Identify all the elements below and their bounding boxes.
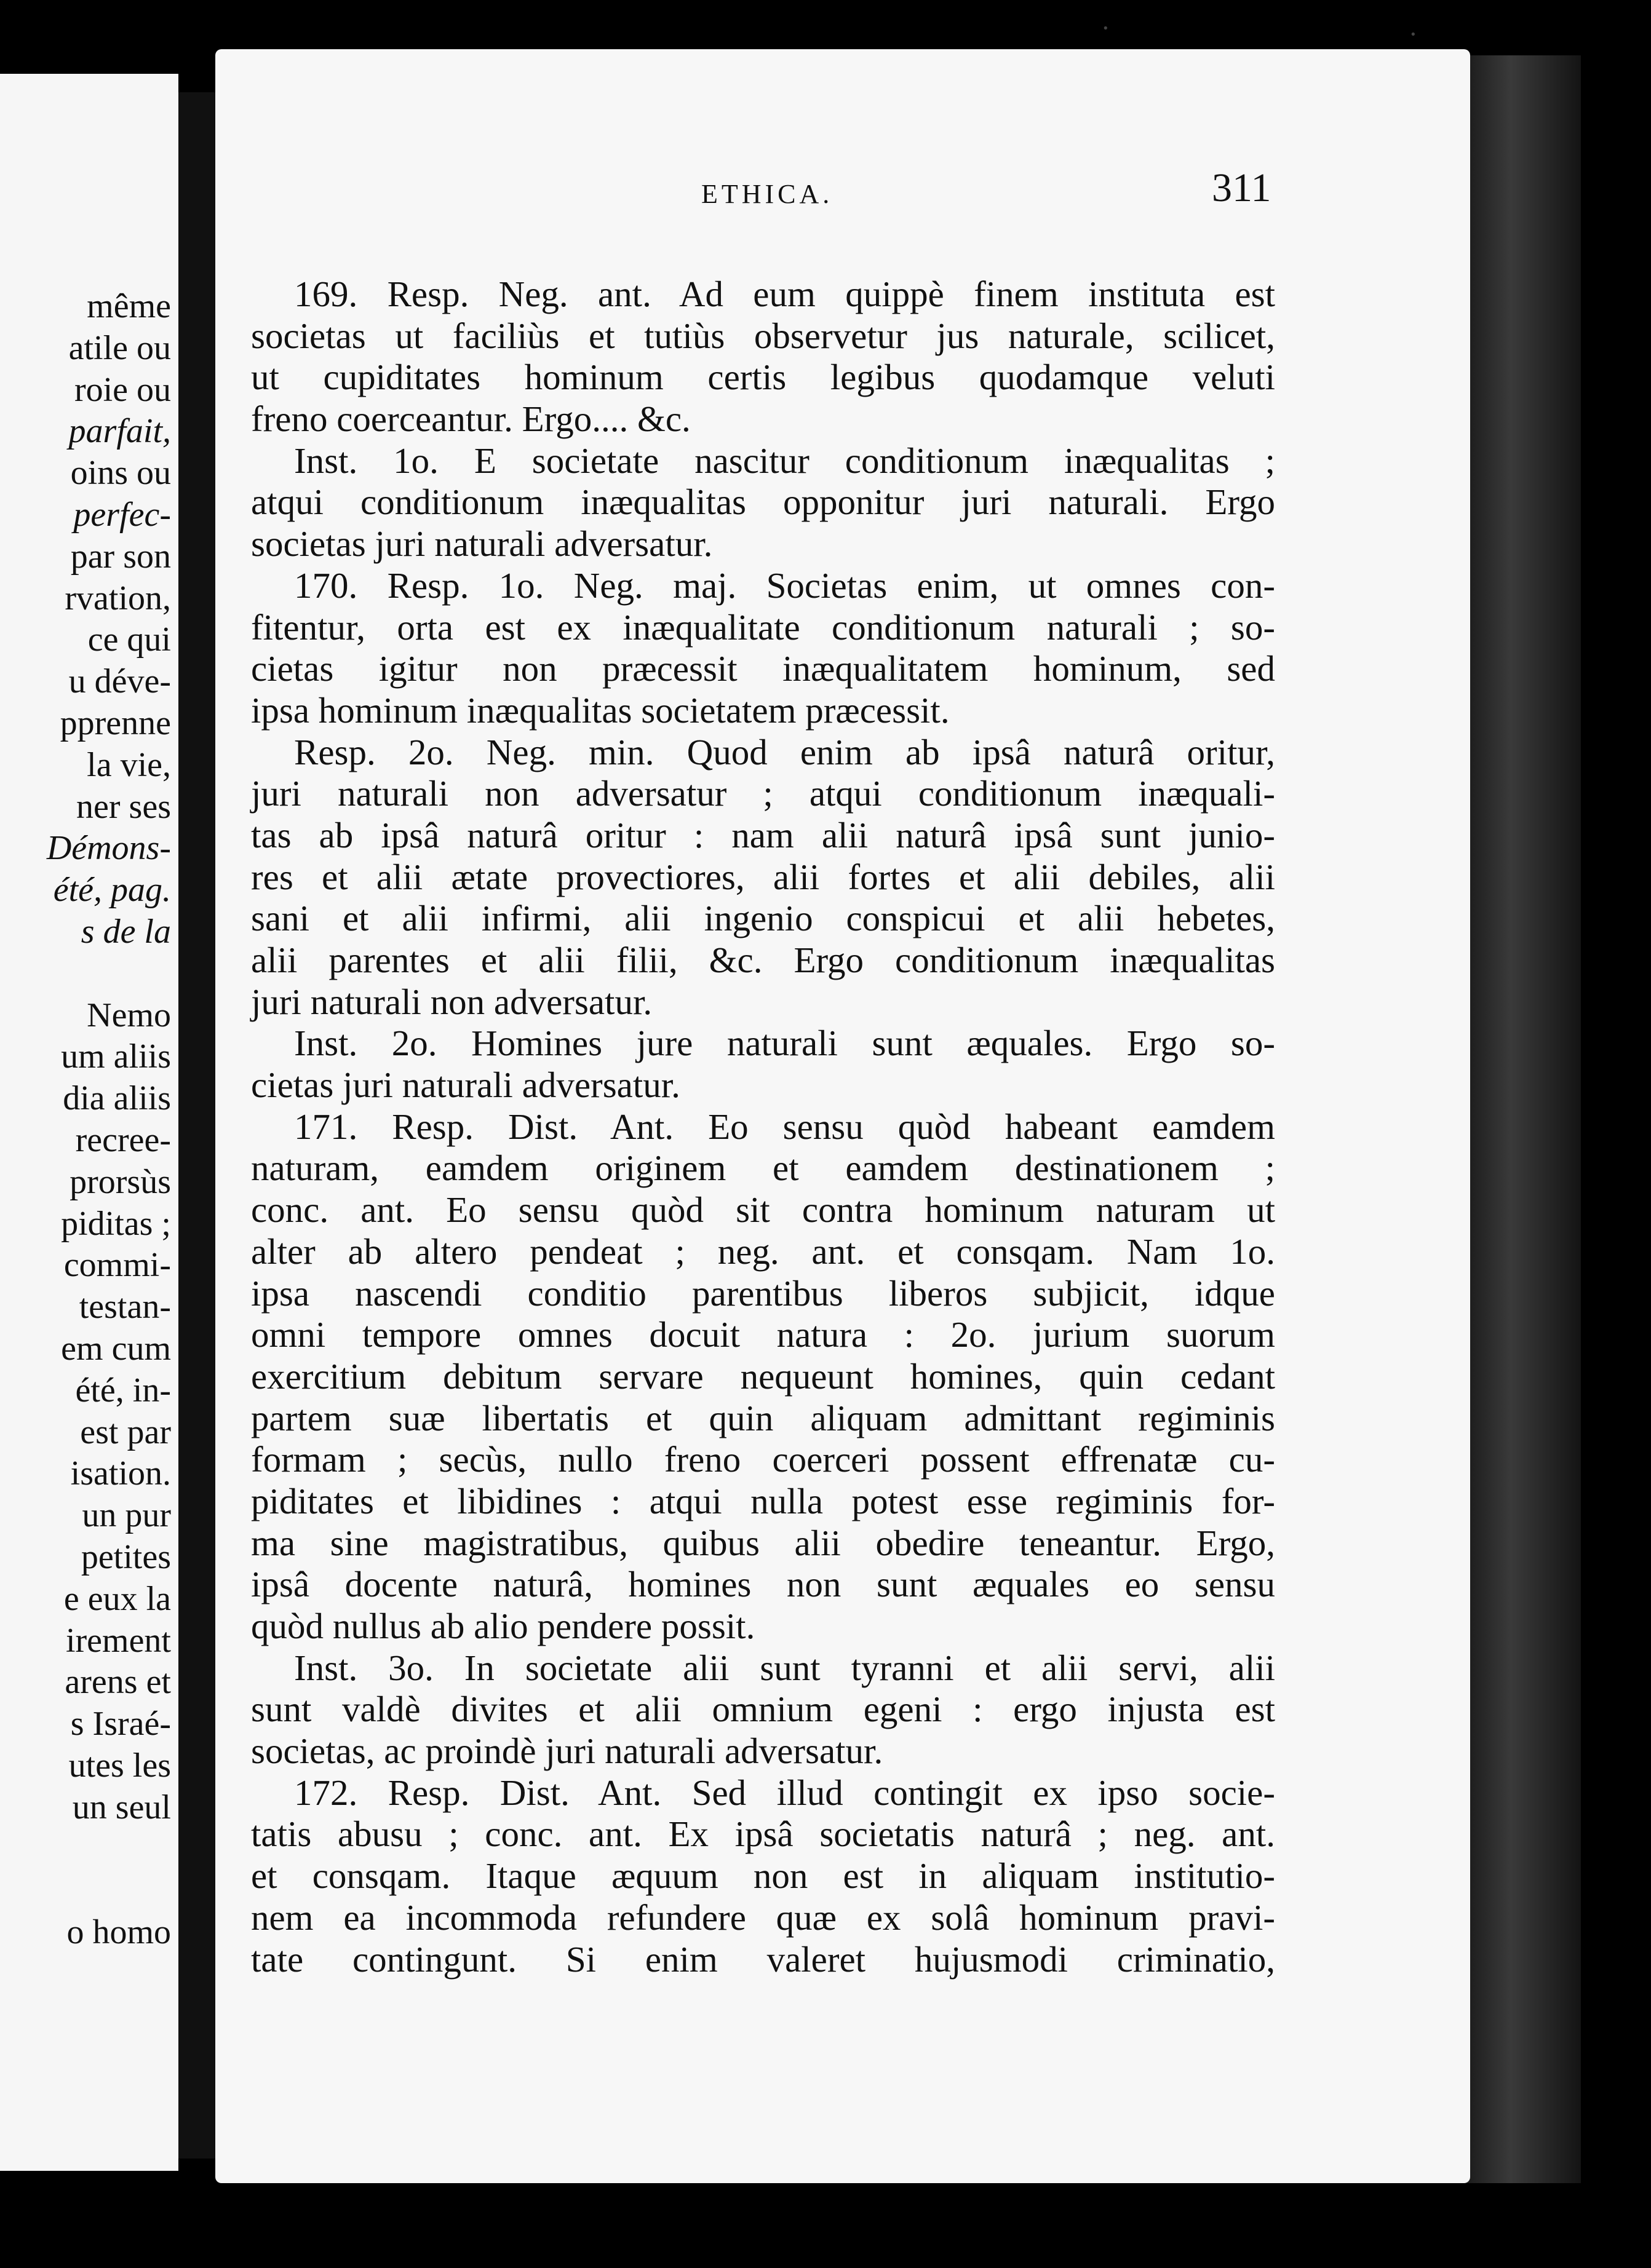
left-page-line: dia aliis (63, 1079, 171, 1118)
left-page-line: oins ou (70, 454, 171, 493)
left-page-line: pprenne (60, 704, 171, 742)
left-page-line: perfec- (73, 496, 171, 534)
text-line: Resp. 2o. Neg. min. Quod enim ab ipsâ naturâ oritur, (294, 731, 1275, 772)
text-line: freno coerceantur. Ergo.... &c. (251, 398, 691, 440)
body-text (251, 274, 1275, 1980)
text-line: tatis abusu ; conc. ant. Ex ipsâ societatis naturâ ; neg. ant. (251, 1814, 1275, 1855)
left-page-line: Nemo (87, 996, 171, 1034)
left-page-line: prorsùs (70, 1162, 171, 1201)
text-line: juri naturali non adversatur ; atqui conditionum inæquali- (251, 773, 1275, 814)
left-page-line: par son (70, 537, 171, 576)
left-page-line: même (87, 287, 171, 325)
text-line: 169. Resp. Neg. ant. Ad eum quippè finem instituta est (294, 274, 1275, 314)
text-line: tas ab ipsâ naturâ oritur : nam alii naturâ ipsâ sunt junio- (251, 814, 1275, 855)
text-line: fitentur, orta est ex inæqualitate conditionum naturali ; so- (251, 606, 1275, 648)
left-page-line: parfait, (68, 412, 171, 451)
left-page-line: um aliis (61, 1037, 171, 1076)
text-line: exercitium debitum servare nequeunt homines, quin cedant (251, 1355, 1275, 1397)
text-line: juri naturali non adversatur. (251, 981, 653, 1022)
text-line: Inst. 1o. E societate nascitur conditionum inæqualitas ; (294, 440, 1275, 481)
left-page-line: été, in- (75, 1371, 171, 1410)
text-line: et consqam. Itaque æquum non est in aliquam institutio- (251, 1855, 1275, 1897)
text-line: 171. Resp. Dist. Ant. Eo sensu quòd habeant eamdem (294, 1106, 1275, 1147)
text-line: naturam, eamdem originem et eamdem destinationem ; (251, 1148, 1275, 1189)
text-line: ipsa nascendi conditio parentibus liberos subjicit, idque (251, 1272, 1275, 1314)
text-line: res et alii ætate provectiores, alii fortes et alii debiles, alii (251, 856, 1275, 897)
left-page-line: e eux la (63, 1579, 171, 1618)
left-page-line: commi- (63, 1246, 171, 1285)
text-line: cietas igitur non præcessit inæqualitatem hominum, sed (251, 648, 1275, 689)
text-line: ipsâ docente naturâ, homines non sunt æquales eo sensu (251, 1564, 1275, 1605)
text-line: nem ea incommoda refundere quæ ex solâ hominum pravi- (251, 1897, 1275, 1938)
text-line: atqui conditionum inæqualitas opponitur juri naturali. Ergo (251, 482, 1275, 523)
text-line: tate contingunt. Si enim valeret hujusmodi criminatio, (251, 1938, 1275, 1980)
text-line: ut cupiditates hominum certis legibus quodamque veluti (251, 357, 1275, 398)
left-page-line: em cum (61, 1330, 171, 1368)
text-line: alter ab altero pendeat ; neg. ant. et consqam. Nam 1o. (251, 1231, 1275, 1272)
book-edge (1464, 55, 1581, 2183)
left-page-line: Démons- (46, 829, 171, 868)
left-page (0, 74, 178, 2171)
left-page-line: u déve- (68, 662, 171, 701)
left-page-line: testan- (79, 1288, 171, 1326)
left-page-line: un pur (82, 1496, 171, 1535)
text-line: societas ut faciliùs et tutiùs observetur jus naturale, scilicet, (251, 315, 1275, 356)
scan-speck: · (1409, 19, 1418, 49)
left-page-line: rvation, (65, 579, 171, 617)
text-line: societas, ac proindè juri naturali adversatur. (251, 1731, 883, 1772)
text-line: cietas juri naturali adversatur. (251, 1065, 680, 1106)
text-line: partem suæ libertatis et quin aliquam admittant regiminis (251, 1397, 1275, 1438)
text-line: Inst. 2o. Homines jure naturali sunt æquales. Ergo so- (294, 1023, 1275, 1064)
text-line: ma sine magistratibus, quibus alii obedire teneantur. Ergo, (251, 1522, 1275, 1563)
text-line: Inst. 3o. In societate alii sunt tyranni et alii servi, alii (294, 1647, 1275, 1688)
left-page-line: s Israé- (70, 1705, 171, 1743)
left-page-line: o homo (66, 1913, 171, 1952)
text-line: piditates et libidines : atqui nulla potest esse regiminis for- (251, 1480, 1275, 1521)
text-line: 172. Resp. Dist. Ant. Sed illud contingit ex ipso socie- (294, 1772, 1275, 1813)
scan-speck: · (1101, 13, 1110, 43)
left-page-line: roie ou (74, 370, 171, 409)
left-page-line: atile ou (68, 328, 171, 367)
left-page-line: ce qui (87, 621, 171, 659)
text-line: omni tempore omnes docuit natura : 2o. jurium suorum (251, 1314, 1275, 1355)
text-line: 170. Resp. 1o. Neg. maj. Societas enim, ut omnes con- (294, 565, 1275, 606)
left-page-line: utes les (68, 1747, 171, 1785)
left-page-line: un seul (72, 1788, 171, 1826)
left-page-line: isation. (70, 1454, 171, 1493)
left-page-line: la vie, (87, 745, 171, 784)
text-line: societas juri naturali adversatur. (251, 523, 713, 565)
text-line: quòd nullus ab alio pendere possit. (251, 1606, 755, 1646)
left-page-line: petites (81, 1538, 171, 1576)
left-page-line: irement (65, 1621, 171, 1660)
text-line: sani et alii infirmi, alii ingenio conspicui et alii hebetes, (251, 898, 1275, 939)
text-line: conc. ant. Eo sensu quòd sit contra hominum naturam ut (251, 1189, 1275, 1231)
left-page-line: ner ses (76, 787, 171, 826)
text-line: sunt valdè divites et alii omnium egeni : ergo injusta est (251, 1689, 1275, 1730)
text-line: ipsa hominum inæqualitas societatem præcessit. (251, 689, 950, 731)
book-gutter (178, 92, 215, 2159)
page-number: 311 (1212, 165, 1271, 210)
left-page-line: piditas ; (61, 1204, 171, 1243)
left-page-line: arens et (65, 1663, 171, 1702)
text-line: alii parentes et alii filii, &c. Ergo conditionum inæqualitas (251, 940, 1275, 980)
text-line: formam ; secùs, nullo freno coerceri possent effrenatæ cu- (251, 1439, 1275, 1480)
left-page-line: été, pag. (53, 871, 171, 910)
running-head: ETHICA. (701, 179, 833, 209)
left-page-line: est par (80, 1413, 171, 1451)
left-page-line: s de la (81, 913, 171, 951)
left-page-line: recree- (75, 1121, 171, 1159)
